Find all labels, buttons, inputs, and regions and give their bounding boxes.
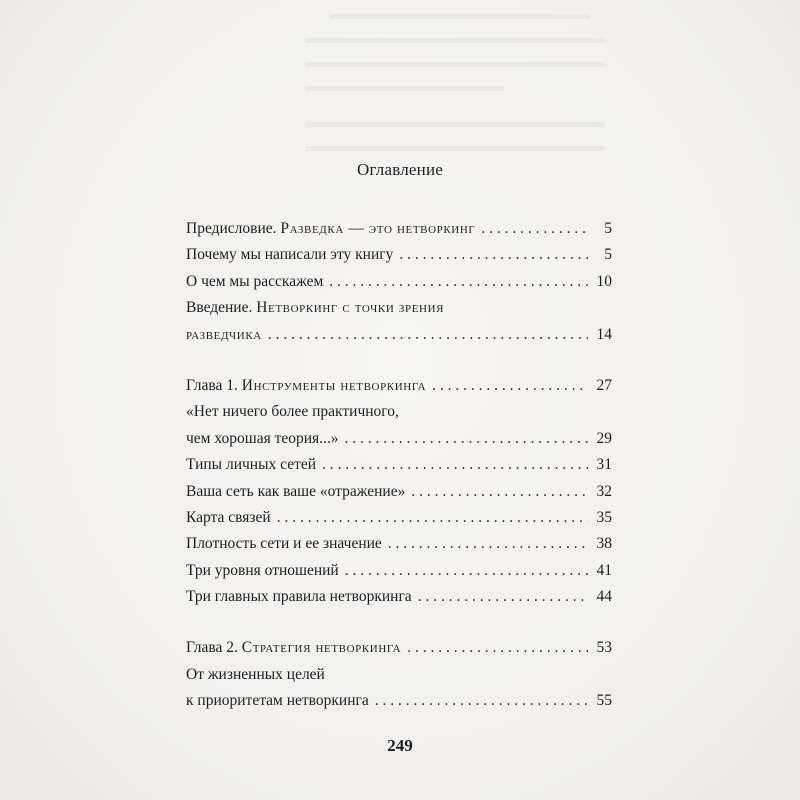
toc-entry (186, 216, 612, 242)
toc-page-number: 29 (596, 429, 612, 447)
toc-page-number: 41 (596, 561, 612, 579)
toc-entry (186, 635, 612, 661)
bleed-through-line (305, 86, 505, 91)
toc-entry-text: Почему мы написали эту книгу (186, 246, 394, 264)
dot-leader (329, 269, 588, 295)
toc-entry-text: Типы личных сетей (186, 456, 317, 474)
dot-leader (399, 242, 588, 268)
toc-entry (186, 269, 612, 295)
dot-leader (345, 426, 588, 452)
dot-leader (481, 216, 588, 242)
toc-entry-text: Карта связей (186, 508, 271, 526)
toc-page-number: 27 (596, 376, 612, 394)
toc-entry-text: Предисловие. Разведка — это нетворкинг (186, 220, 476, 237)
toc-page-number: 14 (596, 325, 612, 343)
toc-entry (186, 373, 612, 399)
toc-entry-text: О чем мы расскажем (186, 272, 324, 290)
toc-page-number: 53 (596, 639, 612, 657)
toc-entry (186, 426, 612, 452)
toc-entry-text: к приоритетам нетворкинга (186, 692, 369, 710)
toc-page-number: 35 (596, 508, 612, 526)
dot-leader (345, 558, 588, 584)
bleed-through-line (305, 62, 605, 67)
toc-entry-text: «Нет ничего более практичного, (186, 403, 399, 421)
toc-entry (186, 584, 612, 610)
toc-page-number: 44 (596, 588, 612, 606)
table-of-contents (186, 216, 612, 715)
toc-entry (186, 322, 612, 348)
toc-page-number: 32 (596, 482, 612, 500)
toc-entry-text: разведчика (186, 325, 262, 343)
toc-entry-text: чем хорошая теория...» (186, 429, 339, 447)
toc-page-number: 55 (596, 692, 612, 710)
toc-page-number: 31 (596, 456, 612, 474)
toc-entry (186, 295, 612, 321)
dot-leader (375, 688, 588, 714)
dot-leader (418, 584, 588, 610)
toc-entry-text: Глава 1. Инструменты нетворкинга (186, 376, 427, 394)
dot-leader (268, 322, 588, 348)
toc-entry-text: Три главных правила нетворкинга (186, 588, 412, 606)
contents-title: Оглавление (357, 160, 443, 179)
toc-page-number: 5 (604, 246, 612, 264)
dot-leader (388, 531, 588, 557)
toc-entry-text: От жизненных целей (186, 665, 325, 683)
toc-entry (186, 662, 612, 688)
bleed-through-line (305, 122, 605, 127)
toc-entry-text: Три уровня отношений (186, 561, 339, 579)
toc-page-number: 10 (596, 272, 612, 290)
dot-leader (277, 505, 588, 531)
toc-entry-text: Глава 2. Стратегия нетворкинга (186, 639, 402, 657)
toc-entry-text: Плотность сети и ее значение (186, 535, 382, 553)
page-number: 249 (387, 736, 413, 755)
toc-entry-text: Ваша сеть как ваше «отражение» (186, 482, 406, 500)
toc-entry (186, 399, 612, 425)
bleed-through-line (305, 38, 605, 43)
dot-leader (432, 373, 588, 399)
bleed-through-line (305, 146, 605, 151)
toc-entry (186, 242, 612, 268)
toc-entry-text: Введение. Нетворкинг с точки зрения (186, 299, 445, 317)
toc-entry (186, 531, 612, 557)
toc-entry (186, 505, 612, 531)
bleed-through-line (330, 14, 590, 19)
toc-page-number: 38 (596, 535, 612, 553)
toc-page-number: 5 (604, 220, 612, 237)
toc-entry (186, 558, 612, 584)
toc-entry (186, 452, 612, 478)
dot-leader (411, 479, 588, 505)
toc-entry (186, 479, 612, 505)
dot-leader (407, 635, 588, 661)
dot-leader (322, 452, 588, 478)
toc-entry (186, 688, 612, 714)
